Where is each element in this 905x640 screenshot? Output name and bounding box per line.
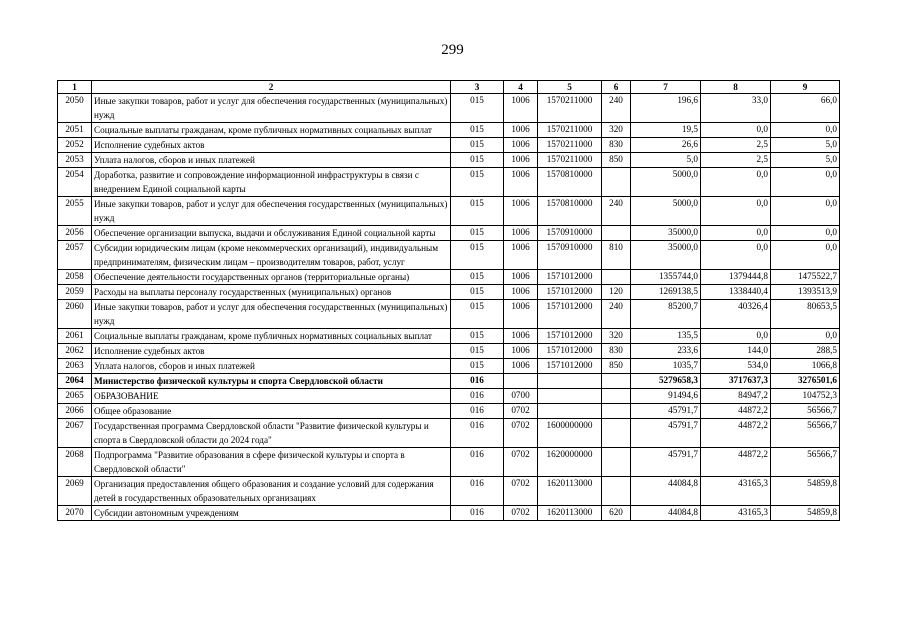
header-cell: 5: [538, 81, 602, 94]
section-code: 1006: [504, 197, 538, 226]
table-row: [58, 197, 840, 226]
expense-type-code: 850: [602, 153, 631, 168]
amount-col-8: 2,5: [701, 153, 771, 168]
row-name: Субсидии юридическим лицам (кроме некоммерческих организаций), индивидуальным предпринимателям, физическим лицам – производителям товаров, работ, услуг: [92, 241, 451, 270]
row-name: Общее образование: [92, 404, 451, 419]
amount-col-7: 26,6: [631, 138, 701, 153]
row-number: 2068: [58, 448, 92, 477]
amount-col-7: 44084,8: [631, 477, 701, 506]
row-number: 2054: [58, 168, 92, 197]
amount-col-9: 56566,7: [771, 448, 840, 477]
amount-col-8: 43165,3: [701, 506, 771, 521]
header-cell: 1: [58, 81, 92, 94]
amount-col-9: 1393513,9: [771, 285, 840, 300]
expense-type-code: 810: [602, 241, 631, 270]
ministry-code: 015: [451, 94, 504, 123]
amount-col-7: 1355744,0: [631, 270, 701, 285]
expense-type-code: [602, 374, 631, 389]
row-name: Подпрограмма "Развитие образования в сфере физической культуры и спорта в Свердловской области": [92, 448, 451, 477]
expense-type-code: 320: [602, 123, 631, 138]
amount-col-9: 1475522,7: [771, 270, 840, 285]
amount-col-8: 44872,2: [701, 404, 771, 419]
section-code: 0702: [504, 448, 538, 477]
amount-col-9: 0,0: [771, 168, 840, 197]
table-row: [58, 344, 840, 359]
row-number: 2064: [58, 374, 92, 389]
ministry-code: 015: [451, 153, 504, 168]
budget-table: [57, 80, 840, 521]
row-name: Иные закупки товаров, работ и услуг для обеспечения государственных (муниципальных) нужд: [92, 94, 451, 123]
expense-type-code: 320: [602, 329, 631, 344]
target-code: 1571012000: [538, 359, 602, 374]
table-row: [58, 138, 840, 153]
target-code: 1570910000: [538, 241, 602, 270]
ministry-code: 015: [451, 123, 504, 138]
amount-col-9: 0,0: [771, 123, 840, 138]
ministry-code: 015: [451, 226, 504, 241]
section-code: 1006: [504, 123, 538, 138]
expense-type-code: 240: [602, 94, 631, 123]
amount-col-7: 5000,0: [631, 168, 701, 197]
row-name: Уплата налогов, сборов и иных платежей: [92, 359, 451, 374]
page-number: 299: [441, 42, 464, 58]
row-name: Социальные выплаты гражданам, кроме публичных нормативных социальных выплат: [92, 329, 451, 344]
target-code: 1570910000: [538, 226, 602, 241]
table-row: [58, 153, 840, 168]
amount-col-8: 0,0: [701, 329, 771, 344]
row-number: 2063: [58, 359, 92, 374]
table-row: [58, 285, 840, 300]
row-number: 2060: [58, 300, 92, 329]
table-row: [58, 389, 840, 404]
ministry-code: 016: [451, 477, 504, 506]
row-name: Государственная программа Свердловской области "Развитие физической культуры и спорта в Свердловской области до 2024 года": [92, 419, 451, 448]
header-cell: 9: [771, 81, 840, 94]
target-code: 1570211000: [538, 94, 602, 123]
row-number: 2053: [58, 153, 92, 168]
amount-col-9: 80653,5: [771, 300, 840, 329]
row-name: Министерство физической культуры и спорта Свердловской области: [92, 374, 451, 389]
expense-type-code: [602, 389, 631, 404]
table-row: [58, 94, 840, 123]
section-code: 1006: [504, 270, 538, 285]
section-code: [504, 374, 538, 389]
row-number: 2062: [58, 344, 92, 359]
amount-col-7: 233,6: [631, 344, 701, 359]
amount-col-7: 44084,8: [631, 506, 701, 521]
amount-col-9: 5,0: [771, 138, 840, 153]
expense-type-code: 240: [602, 300, 631, 329]
target-code: 1570211000: [538, 123, 602, 138]
row-name: Исполнение судебных актов: [92, 344, 451, 359]
row-name: Обеспечение организации выпуска, выдачи и обслуживания Единой социальной карты: [92, 226, 451, 241]
amount-col-9: 0,0: [771, 241, 840, 270]
amount-col-7: 19,5: [631, 123, 701, 138]
expense-type-code: [602, 270, 631, 285]
expense-type-code: 830: [602, 344, 631, 359]
table-row: [58, 241, 840, 270]
amount-col-8: 3717637,3: [701, 374, 771, 389]
amount-col-7: 1035,7: [631, 359, 701, 374]
expense-type-code: 240: [602, 197, 631, 226]
header-row: [58, 81, 840, 94]
row-name: Иные закупки товаров, работ и услуг для обеспечения государственных (муниципальных) нужд: [92, 197, 451, 226]
ministry-code: 015: [451, 359, 504, 374]
amount-col-9: 0,0: [771, 197, 840, 226]
expense-type-code: [602, 168, 631, 197]
table-row: [58, 448, 840, 477]
row-number: 2050: [58, 94, 92, 123]
target-code: 1620000000: [538, 448, 602, 477]
table-row: [58, 404, 840, 419]
amount-col-8: 44872,2: [701, 448, 771, 477]
row-name: Социальные выплаты гражданам, кроме публичных нормативных социальных выплат: [92, 123, 451, 138]
row-number: 2058: [58, 270, 92, 285]
table-row: [58, 419, 840, 448]
section-code: 1006: [504, 344, 538, 359]
target-code: 1571012000: [538, 300, 602, 329]
amount-col-7: 1269138,5: [631, 285, 701, 300]
row-number: 2051: [58, 123, 92, 138]
ministry-code: 015: [451, 344, 504, 359]
amount-col-7: 35000,0: [631, 226, 701, 241]
row-name: Субсидии автономным учреждениям: [92, 506, 451, 521]
target-code: 1571012000: [538, 344, 602, 359]
amount-col-8: 44872,2: [701, 419, 771, 448]
section-code: 0700: [504, 389, 538, 404]
expense-type-code: 620: [602, 506, 631, 521]
section-code: 0702: [504, 506, 538, 521]
target-code: 1571012000: [538, 329, 602, 344]
ministry-code: 015: [451, 329, 504, 344]
table-row: [58, 168, 840, 197]
amount-col-9: 56566,7: [771, 419, 840, 448]
header-cell: 3: [451, 81, 504, 94]
amount-col-7: 45791,7: [631, 404, 701, 419]
section-code: 1006: [504, 168, 538, 197]
ministry-code: 016: [451, 419, 504, 448]
row-name: Обеспечение деятельности государственных органов (территориальные органы): [92, 270, 451, 285]
table-row: [58, 506, 840, 521]
amount-col-7: 5,0: [631, 153, 701, 168]
amount-col-9: 0,0: [771, 329, 840, 344]
table-row: [58, 226, 840, 241]
ministry-code: 015: [451, 270, 504, 285]
expense-type-code: [602, 226, 631, 241]
amount-col-8: 0,0: [701, 123, 771, 138]
ministry-code: 015: [451, 285, 504, 300]
amount-col-7: 5279658,3: [631, 374, 701, 389]
ministry-code: 015: [451, 138, 504, 153]
table-body: [58, 94, 840, 521]
expense-type-code: [602, 404, 631, 419]
amount-col-7: 91494,6: [631, 389, 701, 404]
expense-type-code: 120: [602, 285, 631, 300]
ministry-code: 016: [451, 448, 504, 477]
target-code: 1570211000: [538, 153, 602, 168]
expense-type-code: 830: [602, 138, 631, 153]
amount-col-9: 288,5: [771, 344, 840, 359]
amount-col-7: 85200,7: [631, 300, 701, 329]
section-code: 1006: [504, 153, 538, 168]
header-cell: 7: [631, 81, 701, 94]
amount-col-9: 1066,8: [771, 359, 840, 374]
section-code: 0702: [504, 477, 538, 506]
amount-col-9: 5,0: [771, 153, 840, 168]
section-code: 1006: [504, 359, 538, 374]
table-row: [58, 374, 840, 389]
row-name: Расходы на выплаты персоналу государственных (муниципальных) органов: [92, 285, 451, 300]
target-code: [538, 389, 602, 404]
amount-col-9: 66,0: [771, 94, 840, 123]
expense-type-code: [602, 477, 631, 506]
amount-col-8: 1338440,4: [701, 285, 771, 300]
target-code: 1620113000: [538, 477, 602, 506]
section-code: 1006: [504, 300, 538, 329]
amount-col-7: 35000,0: [631, 241, 701, 270]
row-number: 2065: [58, 389, 92, 404]
ministry-code: 016: [451, 374, 504, 389]
target-code: 1570211000: [538, 138, 602, 153]
amount-col-8: 144,0: [701, 344, 771, 359]
amount-col-8: 0,0: [701, 226, 771, 241]
section-code: 1006: [504, 226, 538, 241]
amount-col-9: 54859,8: [771, 506, 840, 521]
ministry-code: 015: [451, 168, 504, 197]
expense-type-code: [602, 448, 631, 477]
row-name: ОБРАЗОВАНИЕ: [92, 389, 451, 404]
amount-col-7: 45791,7: [631, 419, 701, 448]
section-code: 0702: [504, 419, 538, 448]
amount-col-7: 135,5: [631, 329, 701, 344]
header-cell: 8: [701, 81, 771, 94]
section-code: 0702: [504, 404, 538, 419]
ministry-code: 015: [451, 197, 504, 226]
amount-col-9: 54859,8: [771, 477, 840, 506]
section-code: 1006: [504, 241, 538, 270]
target-code: 1620113000: [538, 506, 602, 521]
row-name: Доработка, развитие и сопровождение информационной инфраструктуры в связи с внедрением Единой социальной карты: [92, 168, 451, 197]
amount-col-8: 40326,4: [701, 300, 771, 329]
target-code: [538, 404, 602, 419]
target-code: 1600000000: [538, 419, 602, 448]
header-cell: 4: [504, 81, 538, 94]
row-name: Организация предоставления общего образования и создание условий для содержания детей в государственных образовательных организациях: [92, 477, 451, 506]
expense-type-code: 850: [602, 359, 631, 374]
row-number: 2052: [58, 138, 92, 153]
target-code: 1571012000: [538, 285, 602, 300]
table-row: [58, 270, 840, 285]
amount-col-9: 56566,7: [771, 404, 840, 419]
row-name: Уплата налогов, сборов и иных платежей: [92, 153, 451, 168]
table-row: [58, 477, 840, 506]
ministry-code: 016: [451, 404, 504, 419]
row-number: 2055: [58, 197, 92, 226]
row-number: 2069: [58, 477, 92, 506]
amount-col-7: 45791,7: [631, 448, 701, 477]
table-row: [58, 123, 840, 138]
target-code: 1570810000: [538, 197, 602, 226]
section-code: 1006: [504, 94, 538, 123]
amount-col-9: 104752,3: [771, 389, 840, 404]
amount-col-7: 5000,0: [631, 197, 701, 226]
row-number: 2070: [58, 506, 92, 521]
amount-col-8: 2,5: [701, 138, 771, 153]
row-name: Иные закупки товаров, работ и услуг для обеспечения государственных (муниципальных) нужд: [92, 300, 451, 329]
row-number: 2059: [58, 285, 92, 300]
ministry-code: 016: [451, 389, 504, 404]
ministry-code: 015: [451, 300, 504, 329]
section-code: 1006: [504, 329, 538, 344]
target-code: 1570810000: [538, 168, 602, 197]
table-row: [58, 359, 840, 374]
row-number: 2061: [58, 329, 92, 344]
amount-col-8: 33,0: [701, 94, 771, 123]
amount-col-8: 1379444,8: [701, 270, 771, 285]
section-code: 1006: [504, 138, 538, 153]
amount-col-8: 534,0: [701, 359, 771, 374]
target-code: 1571012000: [538, 270, 602, 285]
amount-col-8: 84947,2: [701, 389, 771, 404]
row-name: Исполнение судебных актов: [92, 138, 451, 153]
header-cell: 6: [602, 81, 631, 94]
amount-col-9: 0,0: [771, 226, 840, 241]
expense-type-code: [602, 419, 631, 448]
row-number: 2067: [58, 419, 92, 448]
section-code: 1006: [504, 285, 538, 300]
row-number: 2057: [58, 241, 92, 270]
header-cell: 2: [92, 81, 451, 94]
target-code: [538, 374, 602, 389]
table-row: [58, 300, 840, 329]
row-number: 2056: [58, 226, 92, 241]
table-row: [58, 329, 840, 344]
ministry-code: 015: [451, 241, 504, 270]
ministry-code: 016: [451, 506, 504, 521]
amount-col-8: 0,0: [701, 168, 771, 197]
amount-col-7: 196,6: [631, 94, 701, 123]
amount-col-9: 3276501,6: [771, 374, 840, 389]
amount-col-8: 0,0: [701, 197, 771, 226]
amount-col-8: 0,0: [701, 241, 771, 270]
row-number: 2066: [58, 404, 92, 419]
amount-col-8: 43165,3: [701, 477, 771, 506]
